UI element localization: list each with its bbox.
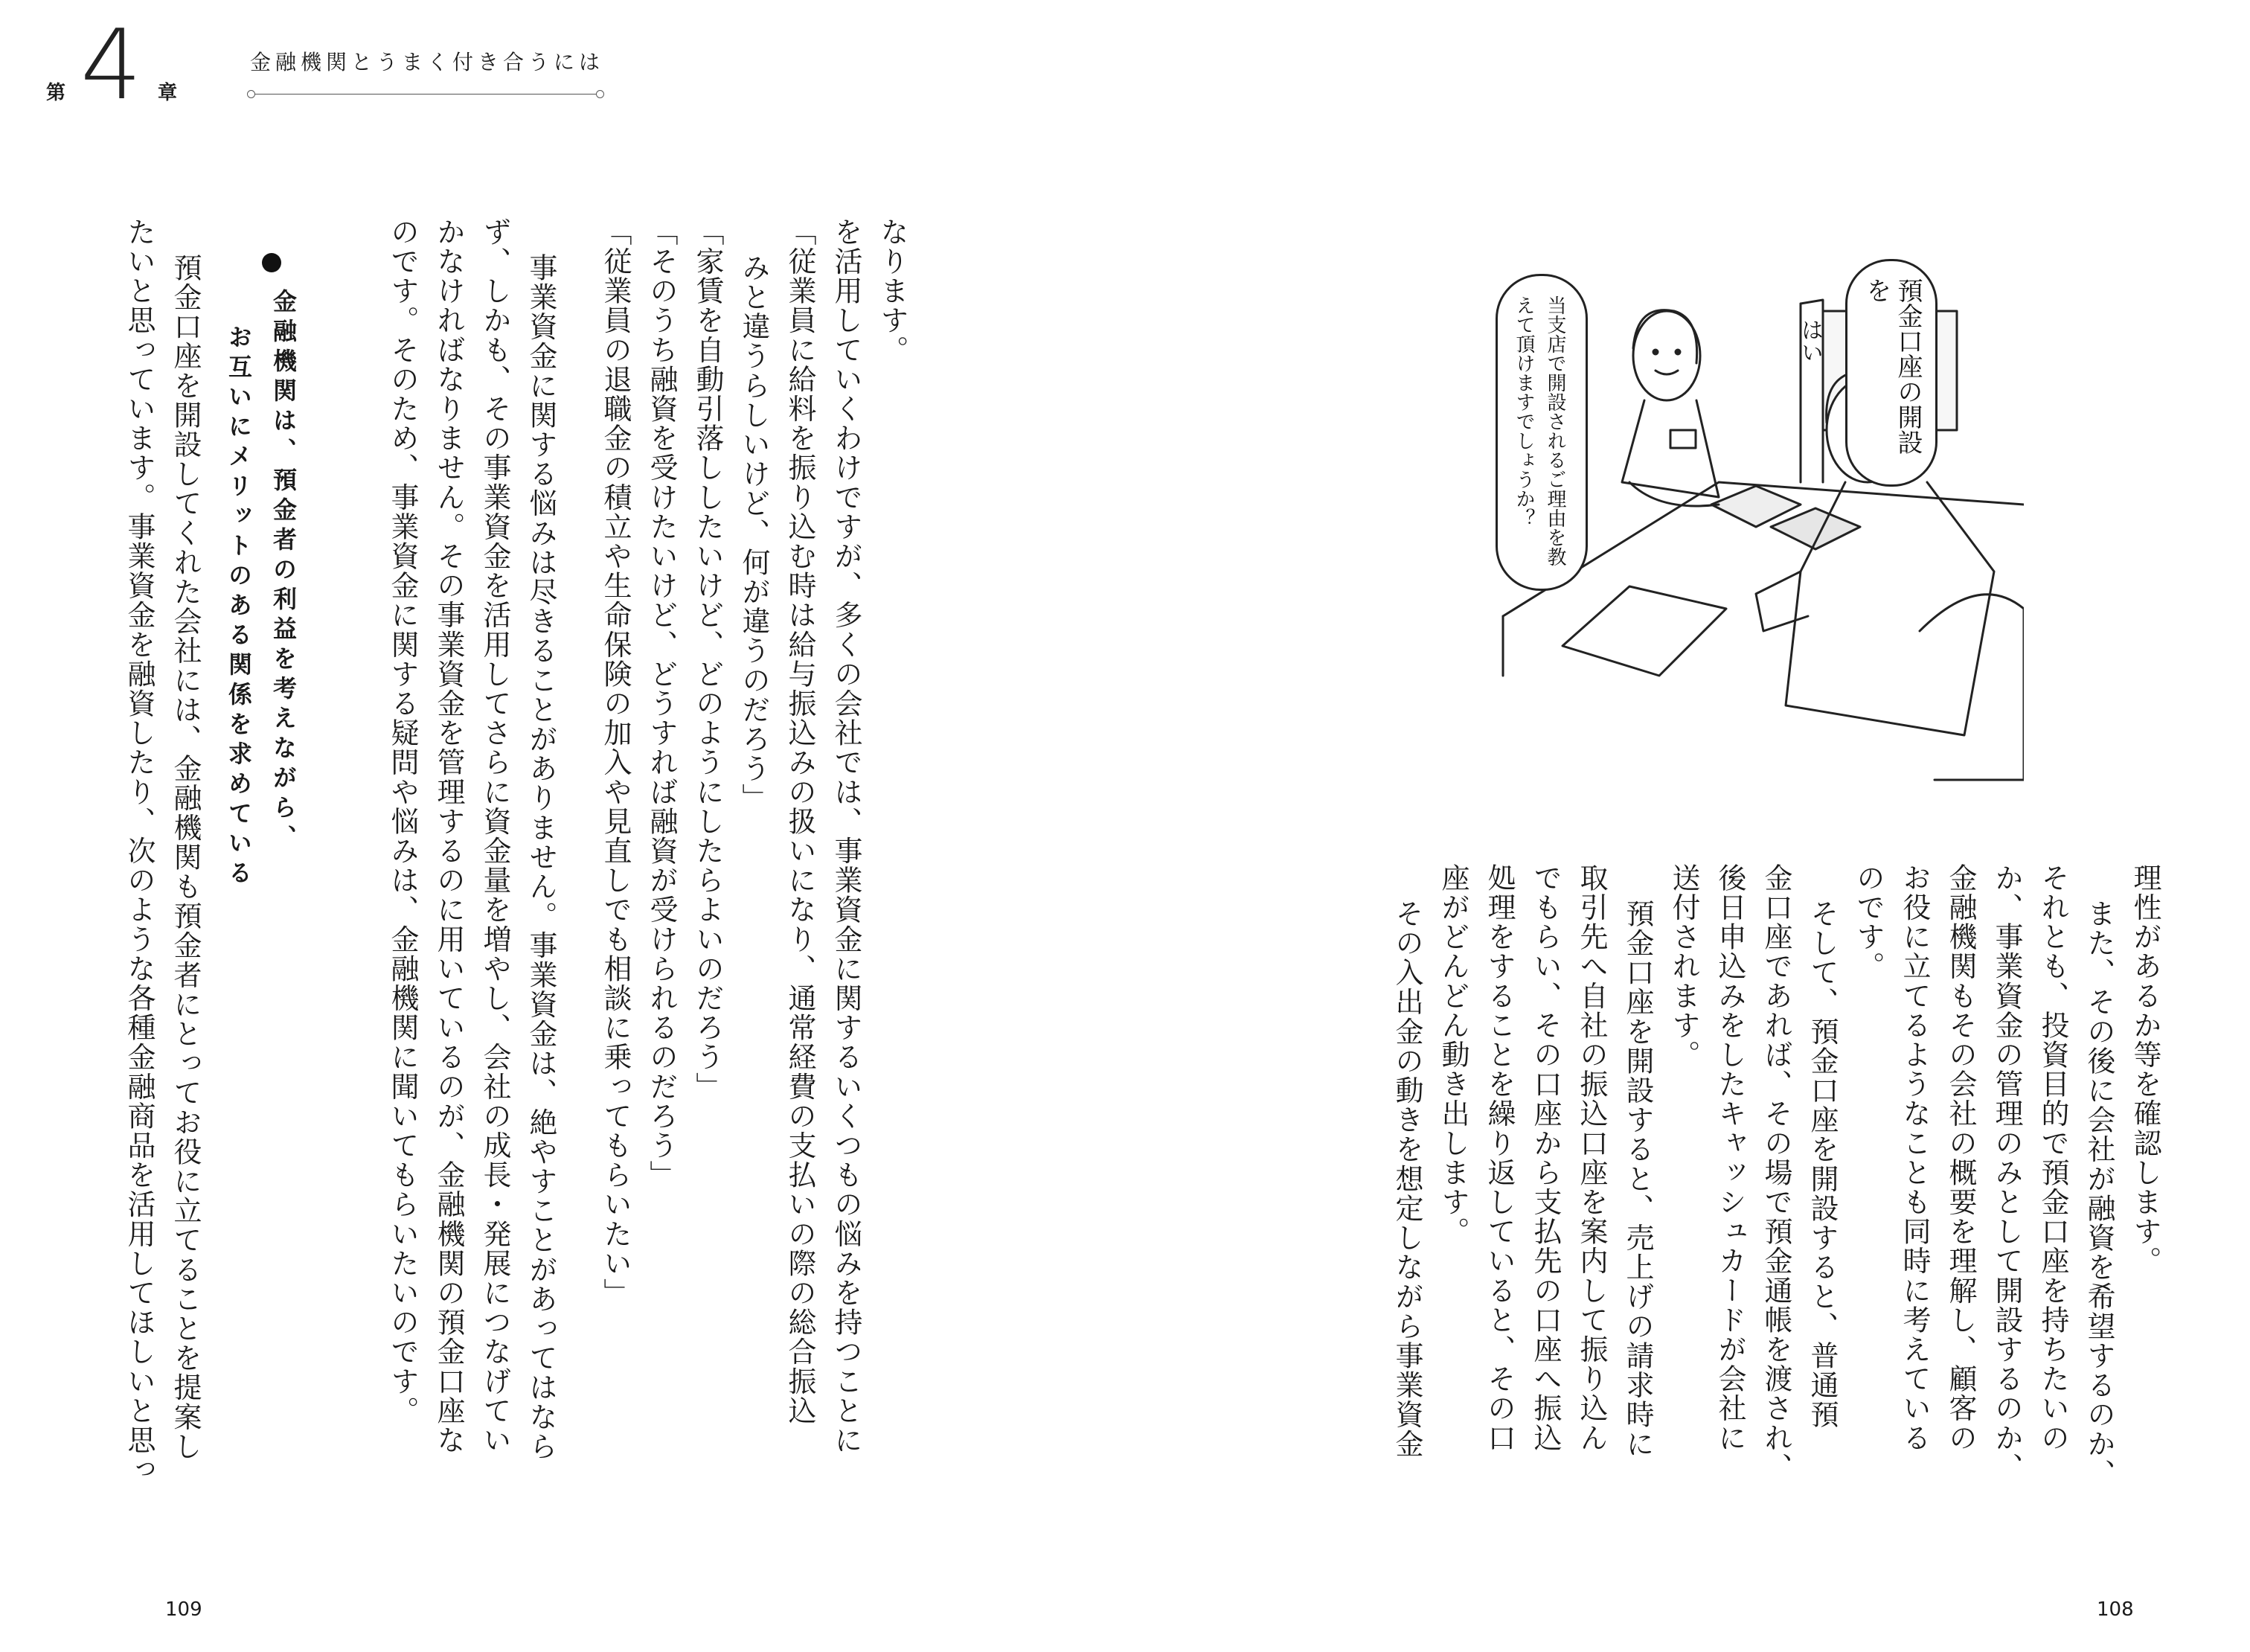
- text-column: 事業資金に関する悩みは尽きることがありません。事業資金は、絶やすことがあってはなら: [525, 253, 557, 1461]
- text-column: 預金口座を開設すると、売上げの請求時に: [1621, 899, 1654, 1459]
- text-column: みと違うらしいけど、何が違うのだろう」: [737, 253, 770, 813]
- text-column: 金融機関もその会社の概要を理解し、顧客の: [1944, 863, 1977, 1453]
- text-column: のです。そのため、事業資金に関する疑問や悩みは、金融機関に聞いてもらいたいのです。: [386, 217, 419, 1426]
- staff-reply-speech: はい: [1797, 318, 1823, 363]
- text-column: 送付されます。: [1667, 863, 1700, 1070]
- text-column: なります。: [876, 217, 908, 365]
- heading-bullet: [262, 253, 281, 272]
- text-column: 「従業員に給料を振り込む時は給与振込みの扱いになり、通常経費の支払いの際の総合振込: [783, 217, 816, 1426]
- speech-balloon-staff: [1496, 274, 1588, 591]
- section-heading-line2: お互いにメリットのある関係を求めている: [225, 324, 253, 890]
- text-column: 処理をすることを繰り返していると、その口: [1483, 863, 1516, 1453]
- illustration-bank-counter: [1473, 259, 2024, 795]
- text-column: 「家賃を自動引落ししたいけど、どのようにしたらよいのだろう」: [691, 217, 724, 1101]
- text-column: でもらい、その口座から支払先の口座へ振込: [1529, 863, 1562, 1453]
- chapter-title-rule: [251, 94, 600, 95]
- text-column: 座がどんどん動き出します。: [1437, 863, 1469, 1246]
- text-column: 金口座であれば、その場で預金通帳を渡され、: [1760, 863, 1792, 1482]
- page-number-left: 109: [165, 1598, 202, 1621]
- text-column: 理性があるか等を確認します。: [2129, 863, 2161, 1276]
- text-column: 「従業員の退職金の積立や生命保険の加入や見直しでも相談に乗ってもらいたい」: [599, 217, 632, 1308]
- text-column: お役に立てるようなことも同時に考えている: [1898, 863, 1931, 1453]
- text-column: を活用していくわけですが、多くの会社では、事業資金に関するいくつもの悩みを持つことに: [830, 217, 862, 1456]
- chapter-number: 4: [80, 8, 142, 121]
- text-column: 取引先へ自社の振込口座を案内して振り込ん: [1575, 863, 1608, 1453]
- chapter-suffix: 章: [158, 82, 178, 104]
- text-column: ず、しかも、その事業資金を活用してさらに資金量を増やし、会社の成長・発展につなげてい: [478, 217, 511, 1456]
- staff-question-speech: 当支店で開設されるご理由を教えて頂けますでしょうか？: [1513, 295, 1566, 566]
- text-column: また、その後に会社が融資を希望するのか、: [2083, 899, 2115, 1488]
- customer-speech: 預金口座の開設を: [1862, 278, 1923, 455]
- text-column: か、事業資金の管理のみとして開設するのか、: [1990, 863, 2023, 1482]
- text-column: そして、預金口座を開設すると、普通預: [1806, 899, 1839, 1430]
- text-column: 預金口座を開設してくれた会社には、金融機関も預金者にとってお役に立てることを提案し: [169, 253, 202, 1461]
- chapter-title: 金融機関とうまく付き合うには: [250, 50, 605, 74]
- speech-balloon-customer: [1845, 259, 1938, 487]
- chapter-prefix: 第: [46, 82, 66, 104]
- text-column: それとも、投資目的で預金口座を持ちたいの: [2036, 863, 2069, 1453]
- text-column: かなければなりません。その事業資金を管理するのに用いているのが、金融機関の預金口座な: [432, 217, 465, 1456]
- text-column: たいと思っています。事業資金を融資したり、次のような各種金融商品を活用してほしいと思っ: [123, 217, 156, 1485]
- page-number-right: 108: [2097, 1598, 2134, 1621]
- section-heading-line1: 金融機関は、預金者の利益を考えながら、: [269, 289, 298, 854]
- text-column: のです。: [1852, 863, 1885, 982]
- text-column: その入出金の動きを想定しながら事業資金: [1391, 899, 1423, 1459]
- text-column: 後日申込みをしたキャッシュカードが会社に: [1714, 863, 1746, 1453]
- text-column: 「そのうち融資を受けたいけど、どうすれば融資が受けられるのだろう」: [645, 217, 678, 1190]
